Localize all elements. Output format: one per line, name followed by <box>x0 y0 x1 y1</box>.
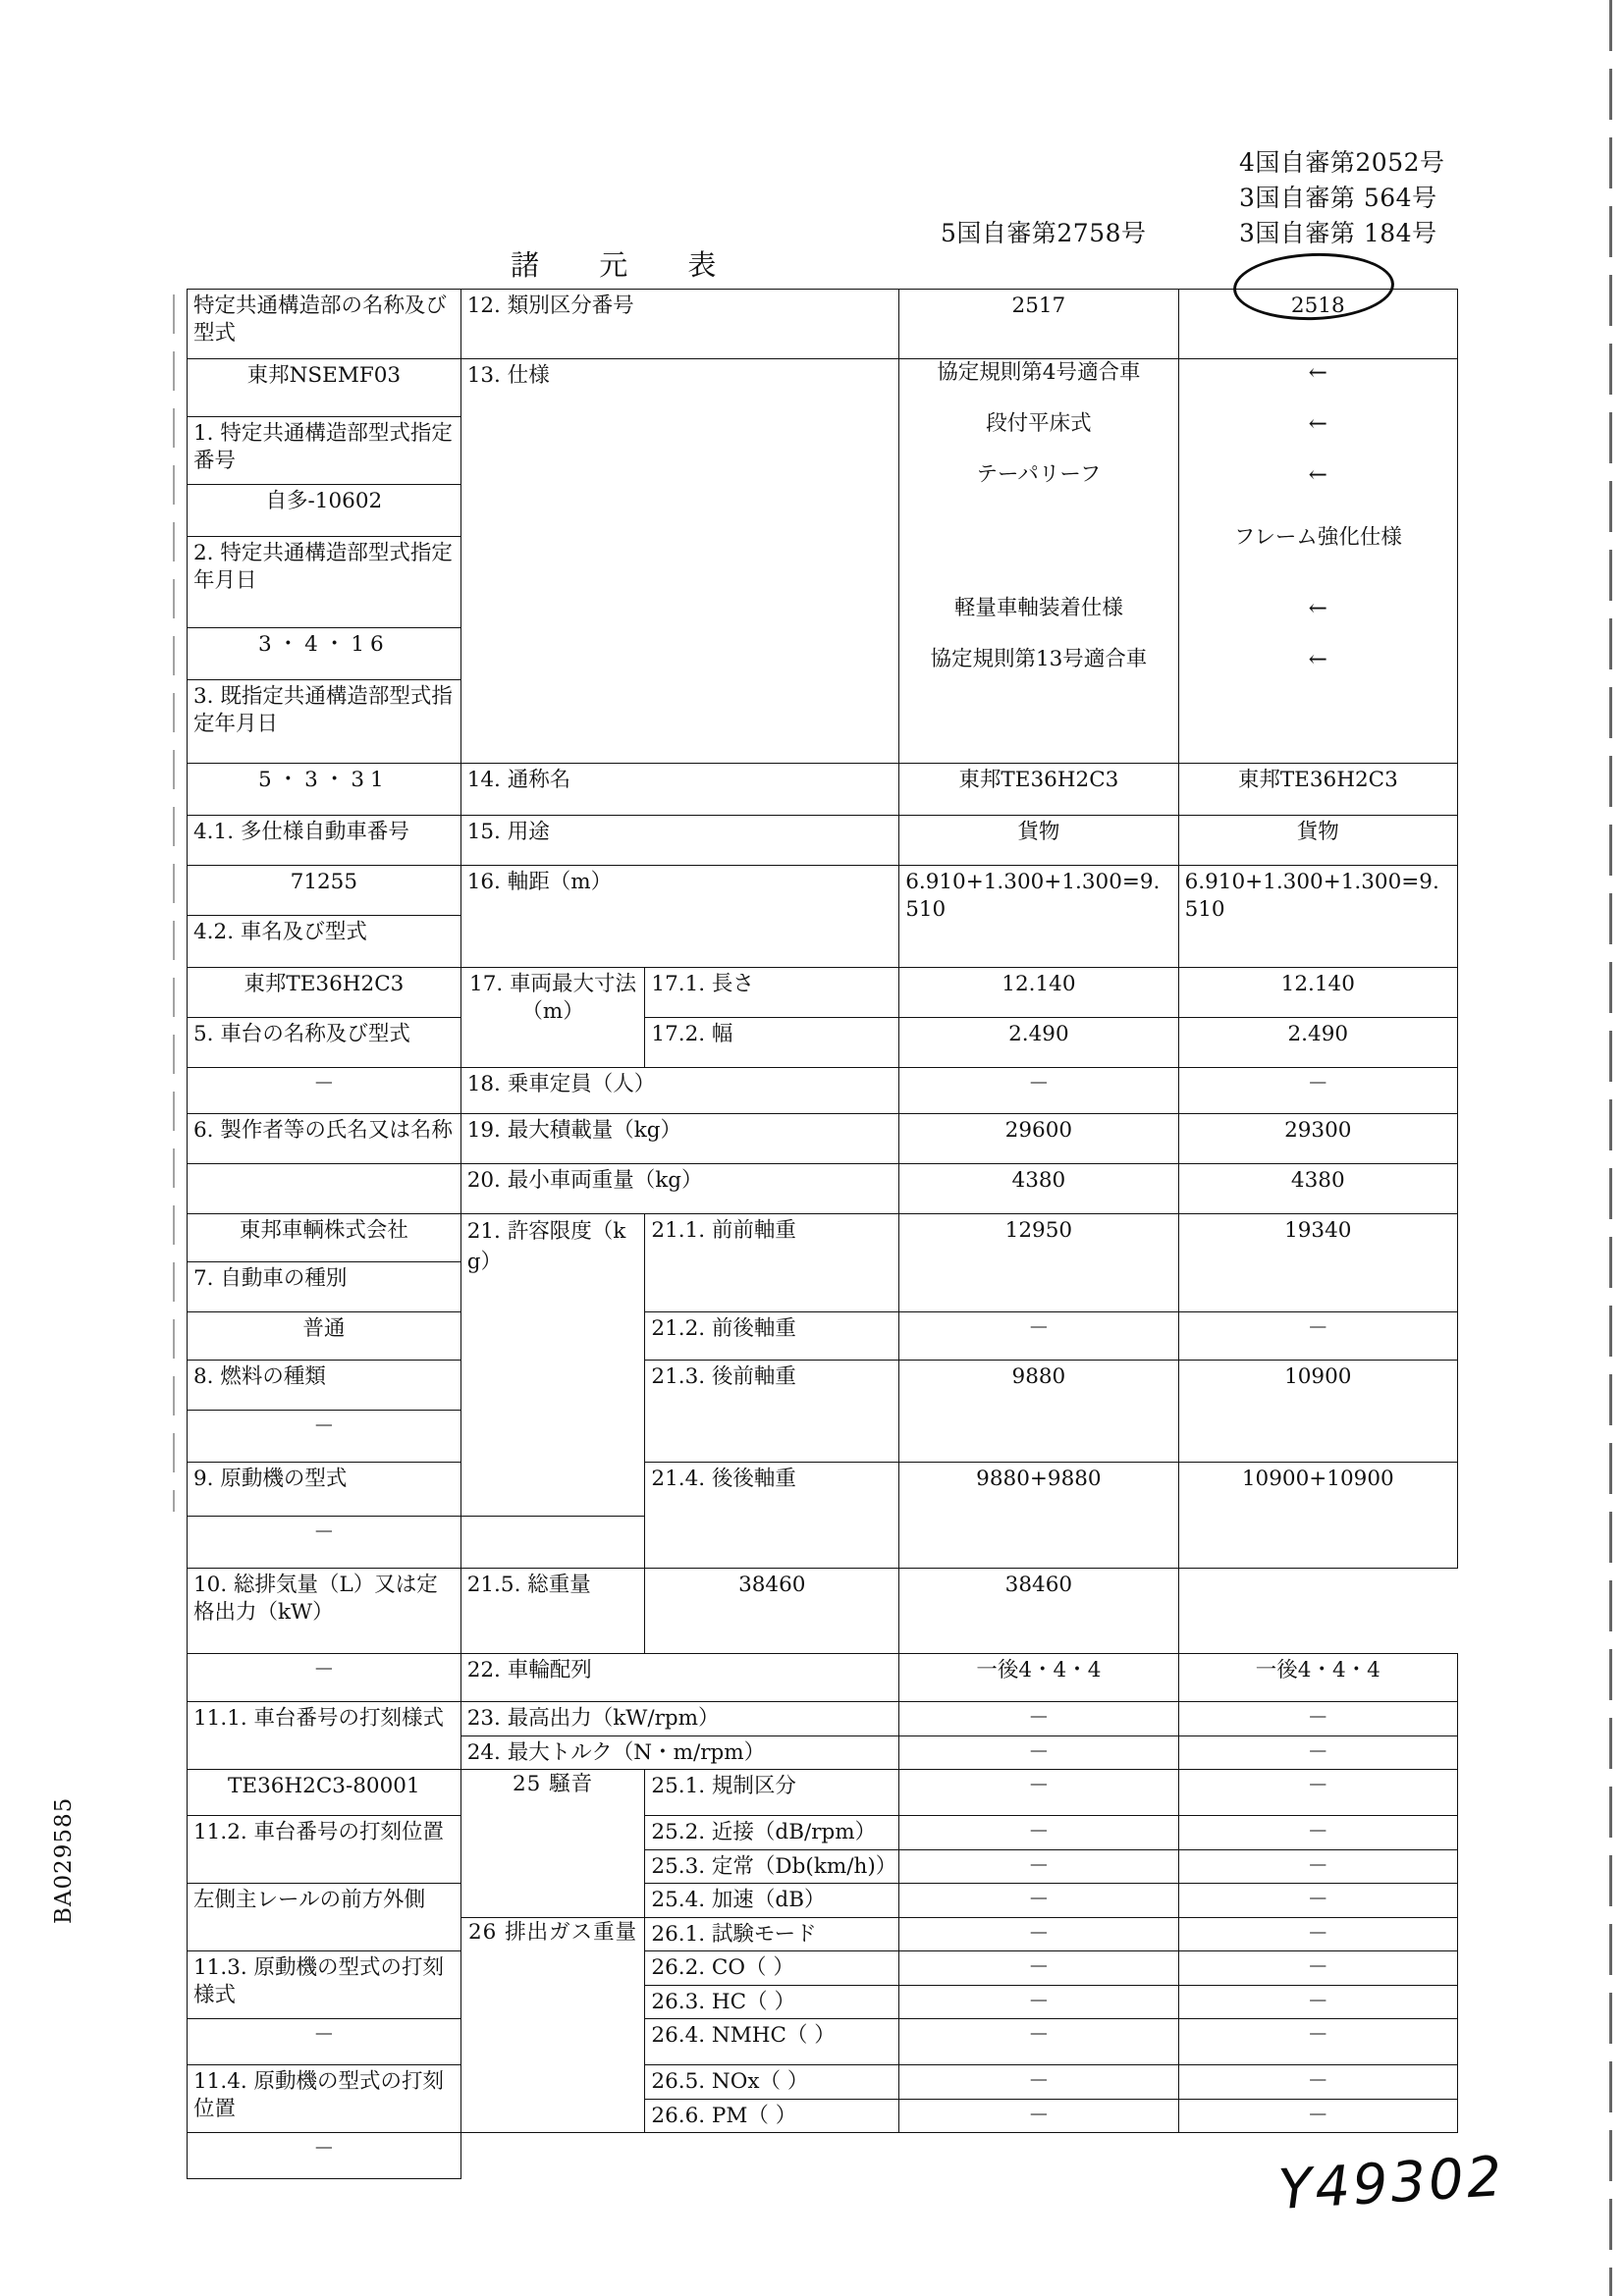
row12-value-col2: 2518 <box>1178 290 1457 359</box>
row17-1-value-col2: 12.140 <box>1178 968 1457 1018</box>
row20-label: 20. 最小車両重量（kg） <box>460 1164 898 1214</box>
row18-value-col1: － <box>899 1068 1178 1114</box>
table-row <box>188 1164 1458 1214</box>
row26-6-value-col2: － <box>1178 2099 1457 2133</box>
row26-4-label: 26.4. NMHC（ ） <box>645 2019 899 2065</box>
row26-1-value-col1: － <box>899 1917 1178 1951</box>
row19-label: 19. 最大積載量（kg） <box>460 1114 898 1164</box>
table-row <box>188 359 1458 417</box>
left-label-engine-type-stamp-position: 11.4. 原動機の型式の打刻位置 <box>188 2065 461 2133</box>
row13-spec-item: 協定規則第4号適合車 <box>937 360 1141 385</box>
row21-3-value-col1: 9880 <box>899 1361 1178 1463</box>
ditto-arrow-icon: ← <box>1308 647 1327 672</box>
table-row <box>188 866 1458 916</box>
row21-1-value-col1: 12950 <box>899 1214 1178 1312</box>
table-row <box>188 290 1458 359</box>
row17-1-value-col1: 12.140 <box>899 968 1178 1018</box>
table-row <box>188 1361 1458 1411</box>
left-label-chassis-name-and-type: 5. 車台の名称及び型式 <box>188 1018 461 1068</box>
row21-1-value-col2: 19340 <box>1178 1214 1457 1312</box>
row13-spec-item: 段付平床式 <box>986 411 1092 436</box>
row21-3-label: 21.3. 後前軸重 <box>645 1361 899 1463</box>
ditto-arrow-icon: ← <box>1308 411 1327 437</box>
left-label-chassis-number-stamp-position: 11.2. 車台番号の打刻位置 <box>188 1816 461 1884</box>
row22-value-col2: 一後4・4・4 <box>1178 1654 1457 1702</box>
row13-label: 13. 仕様 <box>460 359 898 764</box>
row21-2-value-col1: － <box>899 1312 1178 1361</box>
row16-label: 16. 軸距（m） <box>460 866 898 968</box>
left-value-multi-spec-vehicle-number: 71255 <box>188 866 461 916</box>
row25-3-value-col2: － <box>1178 1849 1457 1884</box>
table-row <box>188 2065 1458 2100</box>
left-value-name-and-type: 東邦NSEMF03 <box>188 359 461 417</box>
row25-1-value-col1: － <box>899 1770 1178 1816</box>
left-value-engine-type: － <box>188 1517 461 1569</box>
header-ref-line-2: 3国自審第 564号 <box>1239 184 1437 212</box>
row21-4-label: 21.4. 後後軸重 <box>645 1463 899 1569</box>
handwritten-code-annotation: Y49302 <box>1276 2145 1507 2222</box>
table-row <box>188 1770 1458 1816</box>
row25-2-value-col1: － <box>899 1816 1178 1850</box>
document-side-code: BA029585 <box>51 1796 77 1924</box>
row19-value-col1: 29600 <box>899 1114 1178 1164</box>
table-row <box>188 1114 1458 1164</box>
row17-label: 17. 車両最大寸法（m） <box>460 968 645 1068</box>
left-value-chassis-number-stamp-format: TE36H2C3-80001 <box>188 1770 461 1816</box>
row21-5-value-col2: 38460 <box>899 1569 1178 1654</box>
row13-value-col1 <box>899 359 1178 764</box>
table-row <box>188 816 1458 866</box>
row25-3-label: 25.3. 定常（Db(km/h)） <box>645 1849 899 1884</box>
table-row <box>188 1702 1458 1736</box>
row15-value-col2: 貨物 <box>1178 816 1457 866</box>
table-row <box>188 1569 1458 1654</box>
left-label-name-and-type: 特定共通構造部の名称及び型式 <box>188 290 461 359</box>
row25-1-value-col2: － <box>1178 1770 1457 1816</box>
row26-6-label: 26.6. PM（ ） <box>645 2099 899 2133</box>
row16-value-col2: 6.910+1.300+1.300=9.510 <box>1178 866 1457 968</box>
table-row <box>188 2019 1458 2065</box>
left-value-chassis-name-and-type: － <box>188 1068 461 1114</box>
row17-2-value-col1: 2.490 <box>899 1018 1178 1068</box>
row22-value-col1: 一後4・4・4 <box>899 1654 1178 1702</box>
row24-value-col2: － <box>1178 1735 1457 1770</box>
row26-1-label: 26.1. 試験モード <box>645 1917 899 1951</box>
table-row <box>188 1816 1458 1850</box>
table-row <box>188 1214 1458 1262</box>
row26-2-label: 26.2. CO（ ） <box>645 1951 899 1986</box>
row20-value-col1: 4380 <box>899 1164 1178 1214</box>
table-row <box>188 1463 1458 1517</box>
row26-4-value-col1: － <box>899 2019 1178 2065</box>
row21-5-label: 21.5. 総重量 <box>460 1569 645 1654</box>
left-value-vehicle-category: 普通 <box>188 1312 461 1361</box>
left-value-displacement-or-output: － <box>188 1654 461 1702</box>
row22-label: 22. 車輪配列 <box>460 1654 898 1702</box>
row17-1-label: 17.1. 長さ <box>645 968 899 1018</box>
left-label-manufacturer-name: 6. 製作者等の氏名又は名称 <box>188 1114 461 1164</box>
left-label-prior-designation-date: 3. 既指定共通構造部型式指定年月日 <box>188 680 461 764</box>
ditto-arrow-icon: ← <box>1308 360 1327 386</box>
specification-table <box>187 289 1458 2179</box>
row13-spec-item: フレーム強化仕様 <box>1233 525 1402 550</box>
row24-label: 24. 最大トルク（N・m/rpm） <box>460 1735 898 1770</box>
row25-3-value-col1: － <box>899 1849 1178 1884</box>
row25-2-label: 25.2. 近接（dB/rpm） <box>645 1816 899 1850</box>
row23-label: 23. 最高出力（kW/rpm） <box>460 1702 898 1736</box>
row25-4-value-col1: － <box>899 1884 1178 1918</box>
row25-4-label: 25.4. 加速（dB） <box>645 1884 899 1918</box>
header-ref-line-1: 4国自審第2052号 <box>1239 148 1445 177</box>
row17-2-label: 17.2. 幅 <box>645 1018 899 1068</box>
row12-label: 12. 類別区分番号 <box>460 290 898 359</box>
left-label-designation-date: 2. 特定共通構造部型式指定年月日 <box>188 537 461 628</box>
row13-value-col2 <box>1178 359 1457 764</box>
row21-4-value-col1: 9880+9880 <box>899 1463 1178 1569</box>
left-label-fuel-type: 8. 燃料の種類 <box>188 1361 461 1411</box>
row26-6-value-col1: － <box>899 2099 1178 2133</box>
row25-2-value-col2: － <box>1178 1816 1457 1850</box>
page-title: 諸 元 表 <box>511 248 742 282</box>
row18-value-col2: － <box>1178 1068 1457 1114</box>
table-row <box>188 1312 1458 1361</box>
row21-3-value-col2: 10900 <box>1178 1361 1457 1463</box>
left-label-type-designation-number: 1. 特定共通構造部型式指定番号 <box>188 417 461 485</box>
left-value-engine-type-stamp-format: － <box>188 2019 461 2065</box>
row21-label: 21. 許容限度（kg） <box>460 1214 645 1517</box>
left-value-designation-date: 3・4・16 <box>188 628 461 680</box>
left-label-vehicle-category: 7. 自動車の種別 <box>188 1262 461 1312</box>
row26-2-value-col2: － <box>1178 1951 1457 1986</box>
row21-1-label: 21.1. 前前軸重 <box>645 1214 899 1312</box>
table-row <box>188 968 1458 1018</box>
row26-1-value-col2: － <box>1178 1917 1457 1951</box>
left-value-type-designation-number: 自多-10602 <box>188 485 461 537</box>
row26-2-value-col1: － <box>899 1951 1178 1986</box>
left-value-vehicle-name-and-type: 東邦TE36H2C3 <box>188 968 461 1018</box>
row14-value-col1: 東邦TE36H2C3 <box>899 764 1178 816</box>
row14-value-col2: 東邦TE36H2C3 <box>1178 764 1457 816</box>
row15-value-col1: 貨物 <box>899 816 1178 866</box>
ditto-arrow-icon: ← <box>1308 462 1327 488</box>
row26-5-label: 26.5. NOx（ ） <box>645 2065 899 2100</box>
row21-5-value-col1: 38460 <box>645 1569 899 1654</box>
row23-value-col2: － <box>1178 1702 1457 1736</box>
row14-label: 14. 通称名 <box>460 764 898 816</box>
row19-value-col2: 29300 <box>1178 1114 1457 1164</box>
row26-3-value-col2: － <box>1178 1985 1457 2019</box>
left-value-fuel-type: － <box>188 1411 461 1463</box>
row26-5-value-col1: － <box>899 2065 1178 2100</box>
left-value-engine-type-stamp-position: － <box>188 2133 461 2179</box>
table-row <box>188 1951 1458 1986</box>
row16-value-col1: 6.910+1.300+1.300=9.510 <box>899 866 1178 968</box>
row26-4-value-col2: － <box>1178 2019 1457 2065</box>
row26-5-value-col2: － <box>1178 2065 1457 2100</box>
header-ref-line-3: 3国自審第 184号 <box>1239 219 1437 247</box>
row21-2-value-col2: － <box>1178 1312 1457 1361</box>
scan-edge-artifact-left <box>173 294 175 1512</box>
row25-1-label: 25.1. 規制区分 <box>645 1770 899 1816</box>
row12-value-col1: 2517 <box>899 290 1178 359</box>
row21-4-value-col2: 10900+10900 <box>1178 1463 1457 1569</box>
left-label-displacement-or-output: 10. 総排気量（L）又は定格出力（kW） <box>188 1569 461 1654</box>
table-row <box>188 764 1458 816</box>
row13-spec-item: 軽量車軸装着仕様 <box>953 596 1123 620</box>
left-label-vehicle-name-and-type: 4.2. 車名及び型式 <box>188 916 461 968</box>
table-row <box>188 1654 1458 1702</box>
row13-spec-item: 協定規則第13号適合車 <box>930 647 1148 671</box>
table-row <box>188 1018 1458 1068</box>
row23-value-col1: － <box>899 1702 1178 1736</box>
left-label-engine-type-stamp-format: 11.3. 原動機の型式の打刻様式 <box>188 1951 461 2019</box>
row25-group-label: 25 騒音 <box>460 1770 645 1918</box>
table-row <box>188 1068 1458 1114</box>
left-label-multi-spec-vehicle-number: 4.1. 多仕様自動車番号 <box>188 816 461 866</box>
row13-spec-list-col1 <box>905 362 1171 700</box>
left-value-prior-designation-date: 5・3・31 <box>188 764 461 816</box>
left-label-manufacturer-name-cont <box>188 1164 461 1214</box>
header-reference-number-left: 5国自審第2758号 <box>941 219 1147 247</box>
ditto-arrow-icon: ← <box>1308 596 1327 621</box>
row26-3-value-col1: － <box>899 1985 1178 2019</box>
row24-value-col1: － <box>899 1735 1178 1770</box>
row15-label: 15. 用途 <box>460 816 898 866</box>
row18-label: 18. 乗車定員（人） <box>460 1068 898 1114</box>
left-label-chassis-number-stamp-format: 11.1. 車台番号の打刻様式 <box>188 1702 461 1770</box>
row25-4-value-col2: － <box>1178 1884 1457 1918</box>
row26-3-label: 26.3. HC（ ） <box>645 1985 899 2019</box>
left-value-manufacturer-name: 東邦車輌株式会社 <box>188 1214 461 1262</box>
left-label-engine-type: 9. 原動機の型式 <box>188 1463 461 1517</box>
row13-spec-list-col2 <box>1185 362 1451 700</box>
row17-2-value-col2: 2.490 <box>1178 1018 1457 1068</box>
row13-spec-item: テーパリーフ <box>976 462 1102 487</box>
left-value-chassis-number-stamp-position: 左側主レールの前方外側 <box>188 1884 461 1951</box>
row20-value-col2: 4380 <box>1178 1164 1457 1214</box>
table-row <box>188 1884 1458 1918</box>
scan-edge-artifact-right <box>1609 0 1612 2296</box>
row21-2-label: 21.2. 前後軸重 <box>645 1312 899 1361</box>
header-reference-numbers-right <box>1239 145 1445 251</box>
row26-group-label: 26 排出ガス重量 <box>460 1917 645 2133</box>
table-row <box>188 2133 1458 2179</box>
